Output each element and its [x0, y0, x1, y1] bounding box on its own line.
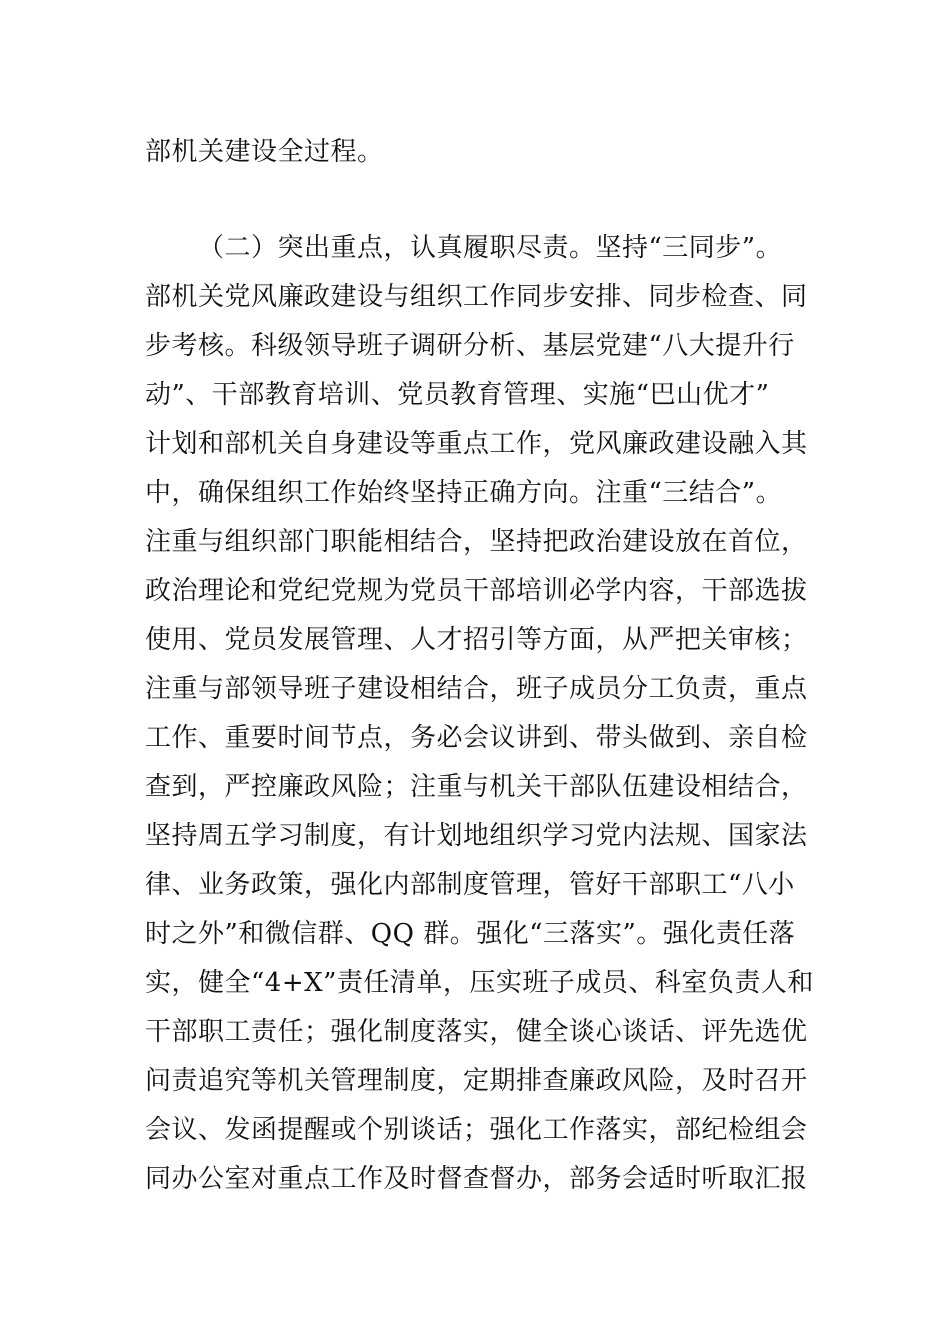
text-line-7: 中，确保组织工作始终坚持正确方向。注重“三结合”。 [145, 478, 783, 508]
text-line-16: 时之外”和微信群、QQ 群。强化“三落实”。强化责任落 [145, 919, 796, 949]
text-line-21: 同办公室对重点工作及时督查督办，部务会适时听取汇报 [145, 1164, 808, 1194]
section-heading-line: （二）突出重点，认真履职尽责。坚持“三同步”。 [198, 233, 783, 263]
text-line-19: 问责追究等机关管理制度，定期排查廉政风险，及时召开 [145, 1066, 808, 1096]
text-line-9: 政治理论和党纪党规为党员干部培训必学内容，干部选拔 [145, 576, 808, 606]
text-line-10: 使用、党员发展管理、人才招引等方面，从严把关审核； [145, 625, 808, 655]
text-line-6: 计划和部机关自身建设等重点工作，党风廉政建设融入其 [145, 429, 808, 459]
text-line-17: 实，健全“4+X”责任清单，压实班子成员、科室负责人和 [145, 968, 814, 998]
text-line-15: 律、业务政策，强化内部制度管理，管好干部职工“八小 [145, 870, 795, 900]
text-line-20: 会议、发函提醒或个别谈话；强化工作落实，部纪检组会 [145, 1115, 808, 1145]
text-line-14: 坚持周五学习制度，有计划地组织学习党内法规、国家法 [145, 821, 808, 851]
text-line-8: 注重与组织部门职能相结合，坚持把政治建设放在首位， [145, 527, 808, 557]
text-line-18: 干部职工责任；强化制度落实，健全谈心谈话、评先选优 [145, 1017, 808, 1047]
text-line-13: 查到，严控廉政风险；注重与机关干部队伍建设相结合， [145, 772, 808, 802]
text-line-3: 部机关党风廉政建设与组织工作同步安排、同步检查、同 [145, 282, 808, 312]
text-line-5: 动”、干部教育培训、党员教育管理、实施“巴山优才” [145, 380, 770, 410]
text-line-4: 步考核。科级领导班子调研分析、基层党建“八大提升行 [145, 331, 795, 361]
text-line-11: 注重与部领导班子建设相结合，班子成员分工负责，重点 [145, 674, 808, 704]
text-line-1: 部机关建设全过程。 [145, 137, 384, 167]
text-line-12: 工作、重要时间节点，务必会议讲到、带头做到、亲自检 [145, 723, 808, 753]
